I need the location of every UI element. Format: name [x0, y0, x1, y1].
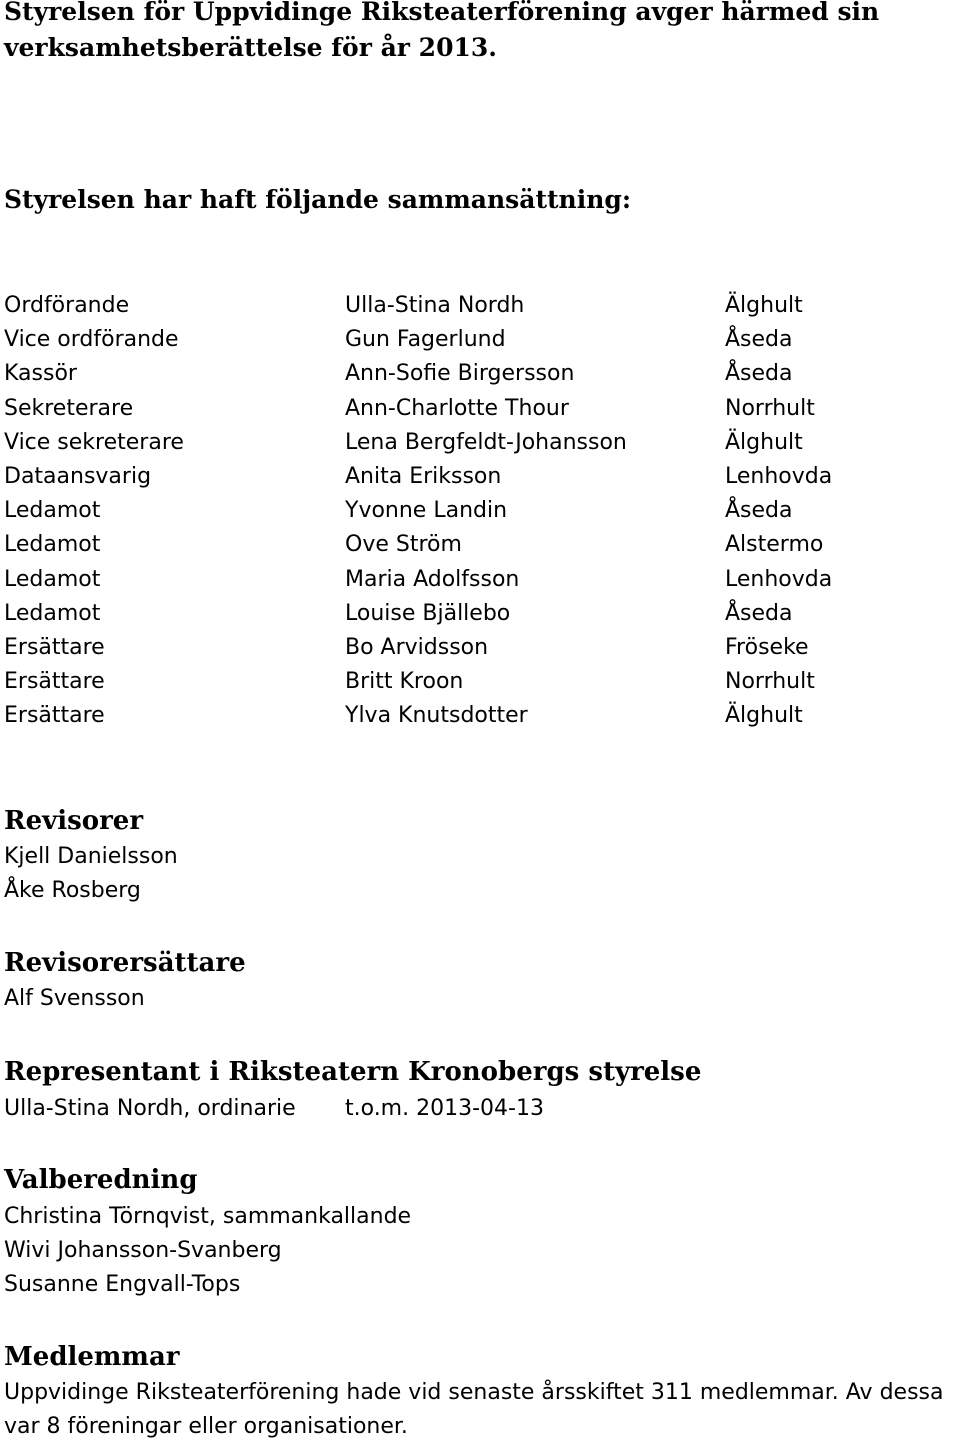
nomination-committee-list — [4, 1200, 411, 1303]
board-place: Älghult — [725, 703, 803, 729]
board-role: Vice ordförande — [4, 327, 179, 353]
representative-period: t.o.m. 2013-04-13 — [345, 1096, 544, 1121]
board-role: Kassör — [4, 361, 77, 387]
board-row — [4, 631, 955, 665]
board-place: Lenhovda — [725, 566, 833, 592]
board-role: Vice sekreterare — [4, 429, 184, 455]
representative-heading: Representant i Riksteatern Kronobergs styrelse — [4, 1057, 702, 1087]
board-place: Lenhovda — [725, 463, 833, 489]
auditor-name: Åke Rosberg — [4, 878, 141, 904]
board-row — [4, 699, 955, 733]
board-row — [4, 597, 955, 631]
board-row — [4, 528, 955, 562]
board-place: Alstermo — [725, 532, 824, 558]
board-name: Britt Kroon — [345, 669, 464, 695]
deputy-auditor-name: Alf Svensson — [4, 986, 145, 1011]
board-role: Ersättare — [4, 634, 105, 660]
board-name: Maria Adolfsson — [345, 566, 520, 592]
title-line-1: Styrelsen för Uppvidinge Riksteaterförening avger härmed sin — [4, 0, 880, 26]
board-name: Bo Arvidsson — [345, 634, 489, 660]
nomination-committee-heading: Valberedning — [4, 1165, 198, 1195]
members-paragraph: Uppvidinge Riksteaterförening hade vid senaste årsskiftet 311 medlemmar. Av dessa var 8 föreningar eller organisationer. — [4, 1380, 944, 1440]
members-heading: Medlemmar — [4, 1342, 180, 1372]
board-row — [4, 323, 955, 357]
board-role: Ledamot — [4, 600, 101, 626]
board-row — [4, 665, 955, 699]
auditors-heading: Revisorer — [4, 806, 144, 836]
representative-name: Ulla-Stina Nordh, ordinarie — [4, 1096, 296, 1121]
board-place: Åseda — [725, 600, 793, 626]
board-place: Norrhult — [725, 669, 815, 695]
board-row — [4, 460, 955, 494]
board-role: Ersättare — [4, 669, 105, 695]
board-name: Ulla-Stina Nordh — [345, 293, 525, 318]
deputy-auditors-heading: Revisorersättare — [4, 948, 246, 978]
board-place: Fröseke — [725, 634, 809, 660]
board-name: Louise Bjällebo — [345, 600, 511, 626]
board-role: Ersättare — [4, 703, 105, 729]
composition-heading: Styrelsen har haft följande sammansättning: — [4, 185, 632, 214]
board-name: Anita Eriksson — [345, 463, 502, 489]
deputy-auditors-list — [4, 982, 145, 1016]
document-title — [4, 0, 879, 66]
auditors-list — [4, 840, 178, 908]
board-name: Ylva Knutsdotter — [345, 703, 528, 729]
board-role: Sekreterare — [4, 395, 134, 421]
board-table — [4, 289, 955, 733]
board-row — [4, 494, 955, 528]
auditor-name: Kjell Danielsson — [4, 844, 178, 869]
board-name: Yvonne Landin — [345, 498, 508, 524]
committee-member: Wivi Johansson-Svanberg — [4, 1238, 282, 1264]
board-place: Åseda — [725, 361, 793, 387]
board-place: Åseda — [725, 327, 793, 353]
board-row — [4, 563, 955, 597]
board-name: Lena Bergfeldt-Johansson — [345, 429, 627, 455]
board-row — [4, 289, 955, 323]
board-role: Ledamot — [4, 532, 101, 558]
board-role: Ledamot — [4, 498, 101, 524]
board-role: Ordförande — [4, 293, 130, 318]
board-role: Dataansvarig — [4, 463, 152, 489]
board-place: Åseda — [725, 498, 793, 524]
title-line-2: verksamhetsberättelse för år 2013. — [4, 33, 497, 62]
board-name: Gun Fagerlund — [345, 327, 506, 353]
board-name: Ann-Charlotte Thour — [345, 395, 569, 421]
board-place: Norrhult — [725, 395, 815, 421]
committee-member: Christina Törnqvist, sammankallande — [4, 1204, 412, 1229]
committee-member: Susanne Engvall-Tops — [4, 1272, 241, 1298]
board-place: Älghult — [725, 429, 803, 455]
board-place: Älghult — [725, 293, 803, 318]
representative-line — [4, 1092, 544, 1126]
board-row — [4, 392, 955, 426]
board-row — [4, 426, 955, 460]
board-role: Ledamot — [4, 566, 101, 592]
board-row — [4, 357, 955, 391]
board-name: Ove Ström — [345, 532, 462, 558]
board-name: Ann-Sofie Birgersson — [345, 361, 575, 387]
